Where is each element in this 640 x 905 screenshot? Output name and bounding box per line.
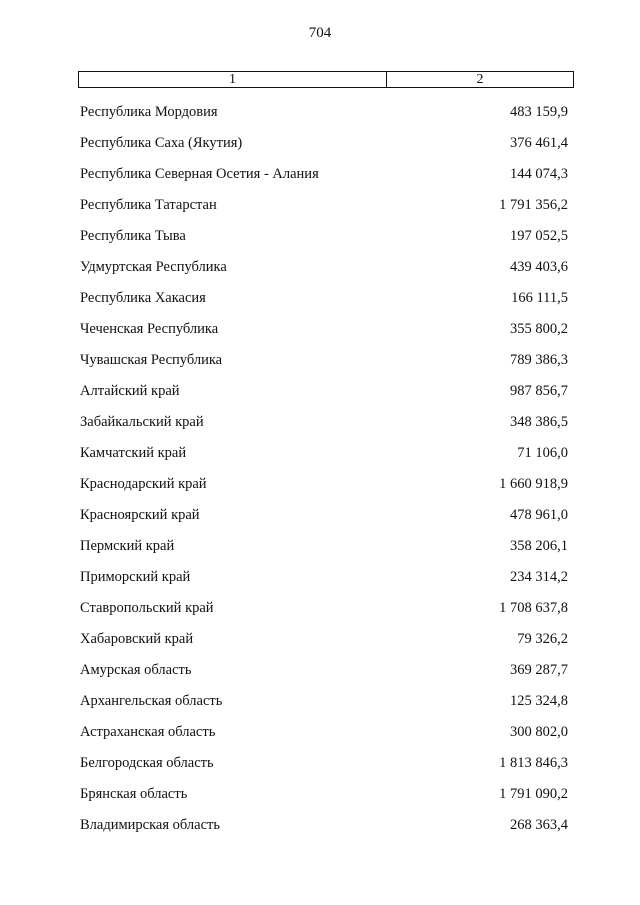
- region-amount: 789 386,3: [510, 351, 568, 368]
- region-name: Камчатский край: [80, 444, 187, 461]
- region-name: Пермский край: [80, 537, 175, 554]
- region-amount: 144 074,3: [510, 165, 568, 182]
- table-row: [80, 685, 568, 716]
- table-row: [80, 747, 568, 778]
- region-name: Республика Мордовия: [80, 103, 218, 120]
- region-amount: 300 802,0: [510, 723, 568, 740]
- region-amount: 1 660 918,9: [499, 475, 568, 492]
- table-row: [80, 778, 568, 809]
- region-name: Республика Северная Осетия - Алания: [80, 165, 319, 182]
- table-body: [80, 96, 568, 840]
- region-name: Чувашская Республика: [80, 351, 223, 368]
- region-amount: 1 708 637,8: [499, 599, 568, 616]
- region-amount: 125 324,8: [510, 692, 568, 709]
- table-row: [80, 313, 568, 344]
- region-name: Владимирская область: [80, 816, 220, 833]
- region-name: Красноярский край: [80, 506, 200, 523]
- page-number: 704: [308, 25, 332, 41]
- region-name: Республика Хакасия: [80, 289, 206, 306]
- table-row: [80, 561, 568, 592]
- region-amount: 348 386,5: [510, 413, 568, 430]
- region-amount: 355 800,2: [510, 320, 568, 337]
- table-row: [80, 189, 568, 220]
- table-row: [80, 592, 568, 623]
- region-name: Амурская область: [80, 661, 192, 678]
- region-amount: 1 813 846,3: [499, 754, 568, 771]
- table-row: [80, 344, 568, 375]
- region-amount: 478 961,0: [510, 506, 568, 523]
- region-amount: 1 791 356,2: [499, 196, 568, 213]
- region-name: Алтайский край: [80, 382, 180, 399]
- table-row: [80, 127, 568, 158]
- table-row: [80, 468, 568, 499]
- region-amount: 358 206,1: [510, 537, 568, 554]
- table-row: [80, 220, 568, 251]
- table-row: [80, 654, 568, 685]
- table-row: [80, 809, 568, 840]
- table-row: [80, 499, 568, 530]
- region-amount: 987 856,7: [510, 382, 568, 399]
- region-amount: 1 791 090,2: [499, 785, 568, 802]
- region-amount: 376 461,4: [510, 134, 568, 151]
- table-row: [80, 282, 568, 313]
- region-amount: 483 159,9: [510, 103, 568, 120]
- column-header-1: 1: [79, 72, 387, 87]
- region-name: Республика Тыва: [80, 227, 186, 244]
- region-amount: 197 052,5: [510, 227, 568, 244]
- column-header-2: 2: [476, 72, 484, 87]
- region-name: Брянская область: [80, 785, 188, 802]
- table-row: [80, 623, 568, 654]
- table-row: [80, 251, 568, 282]
- table-row: [80, 530, 568, 561]
- region-amount: 71 106,0: [517, 444, 568, 461]
- region-name: Республика Татарстан: [80, 196, 217, 213]
- region-name: Ставропольский край: [80, 599, 214, 616]
- region-amount: 234 314,2: [510, 568, 568, 585]
- region-amount: 79 326,2: [517, 630, 568, 647]
- region-name: Чеченская Республика: [80, 320, 219, 337]
- region-name: Краснодарский край: [80, 475, 207, 492]
- table-row: [80, 96, 568, 127]
- region-name: Приморский край: [80, 568, 191, 585]
- region-amount: 439 403,6: [510, 258, 568, 275]
- region-amount: 268 363,4: [510, 816, 568, 833]
- region-amount: 369 287,7: [510, 661, 568, 678]
- region-name: Хабаровский край: [80, 630, 194, 647]
- table-row: [80, 375, 568, 406]
- region-name: Архангельская область: [80, 692, 223, 709]
- table-row: [80, 406, 568, 437]
- region-name: Белгородская область: [80, 754, 214, 771]
- region-name: Астраханская область: [80, 723, 216, 740]
- table-row: [80, 437, 568, 468]
- table-row: [80, 716, 568, 747]
- table-header-row: [78, 71, 574, 88]
- region-name: Удмуртская Республика: [80, 258, 227, 275]
- region-name: Забайкальский край: [80, 413, 204, 430]
- region-amount: 166 111,5: [511, 289, 568, 306]
- region-name: Республика Саха (Якутия): [80, 134, 243, 151]
- table-row: [80, 158, 568, 189]
